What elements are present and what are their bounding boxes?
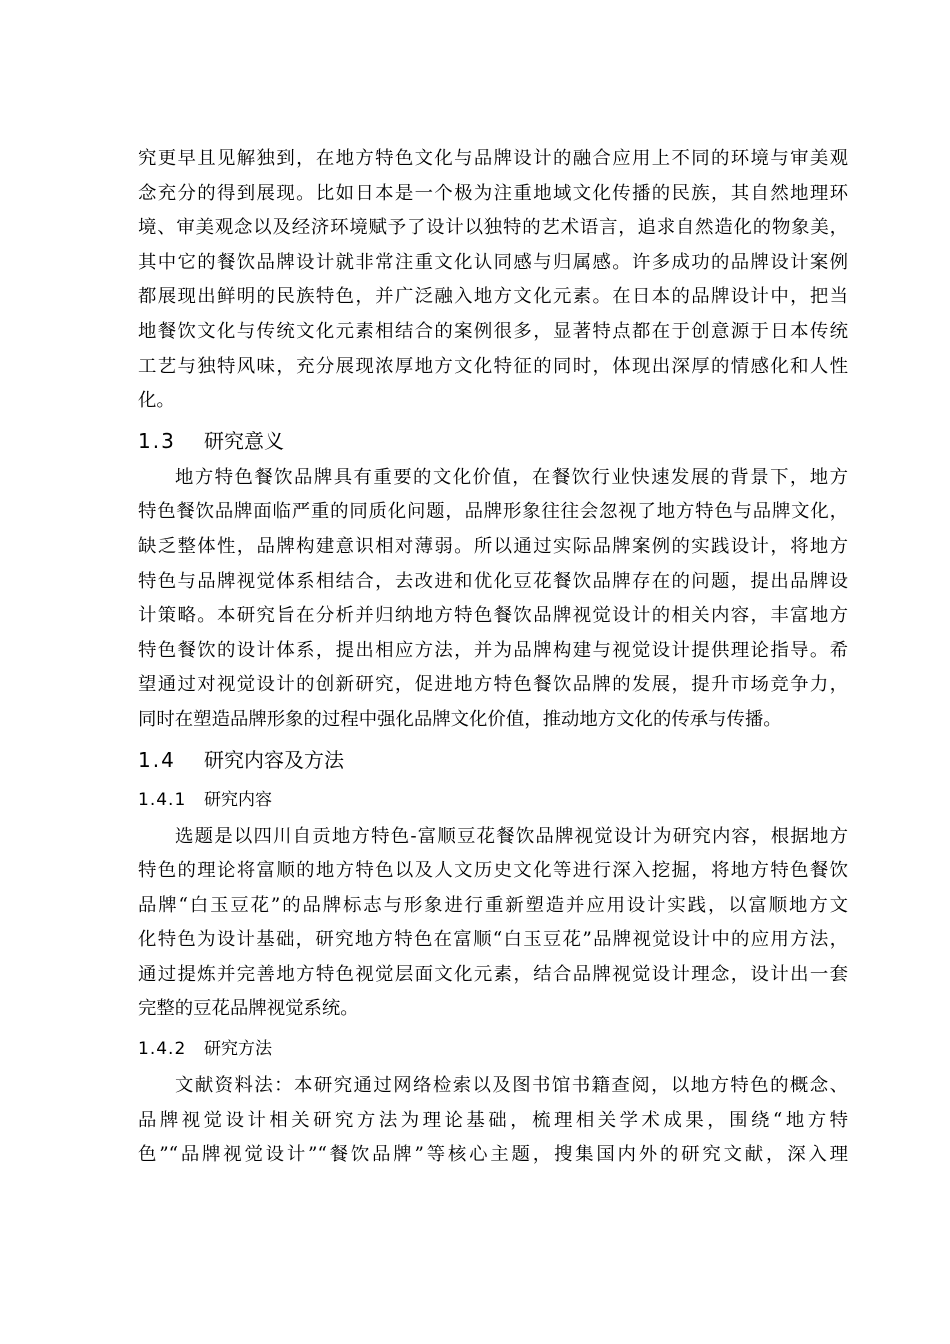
paragraph-line: 完整的豆花品牌视觉系统。 <box>138 998 359 1020</box>
paragraph-line: 念充分的得到展现。比如日本是一个极为注重地域文化传播的民族，其自然地理环 <box>138 182 848 204</box>
paragraph-line: 化特色为设计基础，研究地方特色在富顺“白玉豆花”品牌视觉设计中的应用方法， <box>138 929 848 951</box>
section-heading-1-3 <box>138 423 848 459</box>
section-1-4-1-paragraph <box>138 820 848 1028</box>
paragraph-line: 品牌“白玉豆花”的品牌标志与形象进行重新塑造并应用设计实践，以富顺地方文 <box>138 894 848 916</box>
subsection-heading-1-4-2 <box>138 1033 848 1065</box>
paragraph-line: 特色餐饮的设计体系，提出相应方法，并为品牌构建与视觉设计提供理论指导。希 <box>138 639 848 661</box>
section-1-4-2-paragraph <box>138 1069 848 1173</box>
paragraph-line: 望通过对视觉设计的创新研究，促进地方特色餐饮品牌的发展，提升市场竞争力， <box>138 674 848 696</box>
paragraph-line: 其中它的餐饮品牌设计就非常注重文化认同感与归属感。许多成功的品牌设计案例 <box>138 251 848 273</box>
subsection-number: 1.4.1 <box>138 789 187 810</box>
paragraph-line: 计策略。本研究旨在分析并归纳地方特色餐饮品牌视觉设计的相关内容，丰富地方 <box>138 605 848 627</box>
page-content <box>138 142 848 1173</box>
subsection-title: 研究方法 <box>204 1039 272 1060</box>
paragraph-line: 特色与品牌视觉体系相结合，去改进和优化豆花餐饮品牌存在的问题，提出品牌设 <box>138 570 848 592</box>
paragraph-line: 化。 <box>138 390 175 412</box>
section-number: 1.4 <box>138 747 176 772</box>
paragraph-line: 究更早且见解独到，在地方特色文化与品牌设计的融合应用上不同的环境与审美观 <box>138 148 848 169</box>
paragraph-line: 文献资料法：本研究通过网络检索以及图书馆书籍查阅，以地方特色的概念、 <box>175 1075 848 1097</box>
section-heading-1-4 <box>138 742 848 778</box>
paragraph-line: 同时在塑造品牌形象的过程中强化品牌文化价值，推动地方文化的传承与传播。 <box>138 708 782 730</box>
paragraph-line: 色”“品牌视觉设计”“餐饮品牌”等核心主题，搜集国内外的研究文献，深入理 <box>138 1144 848 1166</box>
paragraph-line: 特色的理论将富顺的地方特色以及人文历史文化等进行深入挖掘，将地方特色餐饮 <box>138 860 848 882</box>
section-number: 1.3 <box>138 428 176 453</box>
paragraph-line: 缺乏整体性，品牌构建意识相对薄弱。所以通过实际品牌案例的实践设计，将地方 <box>138 535 848 557</box>
paragraph-line: 品牌视觉设计相关研究方法为理论基础，梳理相关学术成果，围绕“地方特 <box>138 1109 848 1131</box>
subsection-title: 研究内容 <box>204 789 272 810</box>
paragraph-line: 境、审美观念以及经济环境赋予了设计以独特的艺术语言，追求自然造化的物象美， <box>138 217 848 239</box>
paragraph-line: 地方特色餐饮品牌具有重要的文化价值，在餐饮行业快速发展的背景下，地方 <box>175 466 848 488</box>
subsection-heading-1-4-1 <box>138 784 848 816</box>
paragraph-line: 地餐饮文化与传统文化元素相结合的案例很多，显著特点都在于创意源于日本传统 <box>138 320 848 342</box>
paragraph-line: 通过提炼并完善地方特色视觉层面文化元素，结合品牌视觉设计理念，设计出一套 <box>138 963 848 985</box>
paragraph-line: 都展现出鲜明的民族特色，并广泛融入地方文化元素。在日本的品牌设计中，把当 <box>138 286 848 308</box>
paragraph-line: 工艺与独特风味，充分展现浓厚地方文化特征的同时，体现出深厚的情感化和人性 <box>138 355 848 377</box>
subsection-number: 1.4.2 <box>138 1039 187 1060</box>
paragraph-line: 特色餐饮品牌面临严重的同质化问题，品牌形象往往会忽视了地方特色与品牌文化， <box>138 501 848 523</box>
section-title: 研究内容及方法 <box>204 747 344 772</box>
paragraph-line: 选题是以四川自贡地方特色-富顺豆花餐饮品牌视觉设计为研究内容，根据地方 <box>175 825 848 847</box>
section-title: 研究意义 <box>204 428 284 453</box>
section-1-3-paragraph <box>138 461 848 738</box>
intro-paragraph <box>138 142 848 419</box>
